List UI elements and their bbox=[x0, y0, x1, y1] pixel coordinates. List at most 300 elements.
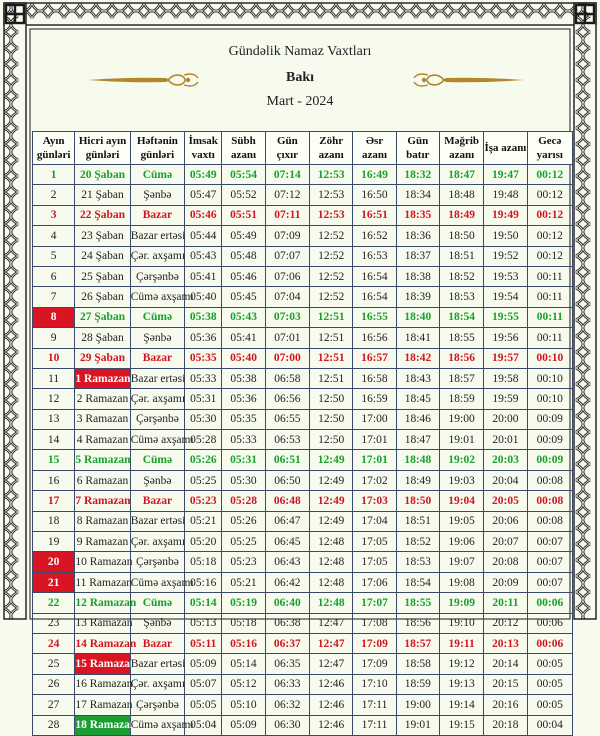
subh-cell: 05:36 bbox=[222, 389, 265, 409]
midnight-cell: 00:04 bbox=[527, 715, 572, 735]
midnight-cell: 00:05 bbox=[527, 695, 572, 715]
sunrise-cell: 07:11 bbox=[265, 205, 309, 225]
weekday-cell: Cümə axşamı bbox=[130, 715, 184, 735]
sunrise-cell: 06:48 bbox=[265, 491, 309, 511]
maghrib-cell: 19:11 bbox=[439, 633, 483, 653]
asr-cell: 17:11 bbox=[353, 695, 396, 715]
zohr-cell: 12:52 bbox=[310, 266, 353, 286]
hijri-cell: 24 Şaban bbox=[75, 246, 130, 266]
maghrib-cell: 19:00 bbox=[439, 409, 483, 429]
left-ornament-icon bbox=[88, 72, 200, 88]
isha-cell: 19:52 bbox=[484, 246, 527, 266]
col-header: Sübh azanı bbox=[222, 132, 265, 165]
zohr-cell: 12:53 bbox=[310, 185, 353, 205]
sunset-cell: 18:52 bbox=[396, 532, 439, 552]
isha-cell: 19:53 bbox=[484, 266, 527, 286]
asr-cell: 16:55 bbox=[353, 307, 396, 327]
day-cell: 4 bbox=[33, 226, 75, 246]
day-cell: 3 bbox=[33, 205, 75, 225]
table-row bbox=[33, 287, 573, 307]
zohr-cell: 12:51 bbox=[310, 368, 353, 388]
asr-cell: 16:50 bbox=[353, 185, 396, 205]
weekday-cell: Cümə axşamı bbox=[130, 430, 184, 450]
sunrise-cell: 06:37 bbox=[265, 633, 309, 653]
table-row bbox=[33, 470, 573, 490]
midnight-cell: 00:12 bbox=[527, 205, 572, 225]
subh-cell: 05:46 bbox=[222, 266, 265, 286]
day-cell: 21 bbox=[33, 572, 75, 592]
sunrise-cell: 06:56 bbox=[265, 389, 309, 409]
zohr-cell: 12:48 bbox=[310, 572, 353, 592]
imsak-cell: 05:46 bbox=[185, 205, 222, 225]
subh-cell: 05:21 bbox=[222, 572, 265, 592]
weekday-cell: Bazar bbox=[130, 633, 184, 653]
asr-cell: 16:54 bbox=[353, 266, 396, 286]
subh-cell: 05:40 bbox=[222, 348, 265, 368]
imsak-cell: 05:36 bbox=[185, 328, 222, 348]
col-header: İşa azanı bbox=[484, 132, 527, 165]
imsak-cell: 05:14 bbox=[185, 593, 222, 613]
sunrise-cell: 06:53 bbox=[265, 430, 309, 450]
isha-cell: 19:55 bbox=[484, 307, 527, 327]
imsak-cell: 05:20 bbox=[185, 532, 222, 552]
hijri-cell: 15 Ramazan bbox=[75, 654, 130, 674]
subh-cell: 05:16 bbox=[222, 633, 265, 653]
sunrise-cell: 06:38 bbox=[265, 613, 309, 633]
subh-cell: 05:49 bbox=[222, 226, 265, 246]
imsak-cell: 05:28 bbox=[185, 430, 222, 450]
subh-cell: 05:33 bbox=[222, 430, 265, 450]
zohr-cell: 12:50 bbox=[310, 409, 353, 429]
midnight-cell: 00:10 bbox=[527, 348, 572, 368]
table-row bbox=[33, 246, 573, 266]
isha-cell: 20:16 bbox=[484, 695, 527, 715]
subh-cell: 05:23 bbox=[222, 552, 265, 572]
imsak-cell: 05:09 bbox=[185, 654, 222, 674]
table-row bbox=[33, 430, 573, 450]
sunset-cell: 18:45 bbox=[396, 389, 439, 409]
midnight-cell: 00:11 bbox=[527, 287, 572, 307]
asr-cell: 16:51 bbox=[353, 205, 396, 225]
sunrise-cell: 06:45 bbox=[265, 532, 309, 552]
sunset-cell: 18:34 bbox=[396, 185, 439, 205]
weekday-cell: Şənbə bbox=[130, 613, 184, 633]
zohr-cell: 12:49 bbox=[310, 511, 353, 531]
sunrise-cell: 07:03 bbox=[265, 307, 309, 327]
subh-cell: 05:18 bbox=[222, 613, 265, 633]
table-row bbox=[33, 409, 573, 429]
right-ornament-icon bbox=[412, 72, 524, 88]
imsak-cell: 05:05 bbox=[185, 695, 222, 715]
isha-cell: 20:08 bbox=[484, 552, 527, 572]
table-row bbox=[33, 348, 573, 368]
zohr-cell: 12:46 bbox=[310, 674, 353, 694]
city-name: Bakı bbox=[285, 70, 314, 85]
isha-cell: 19:57 bbox=[484, 348, 527, 368]
table-row bbox=[33, 185, 573, 205]
table-row bbox=[33, 226, 573, 246]
asr-cell: 17:00 bbox=[353, 409, 396, 429]
maghrib-cell: 18:57 bbox=[439, 368, 483, 388]
asr-cell: 17:02 bbox=[353, 470, 396, 490]
table-row bbox=[33, 205, 573, 225]
subh-cell: 05:25 bbox=[222, 532, 265, 552]
weekday-cell: Cümə axşamı bbox=[130, 287, 184, 307]
sunset-cell: 18:59 bbox=[396, 674, 439, 694]
day-cell: 25 bbox=[33, 654, 75, 674]
zohr-cell: 12:52 bbox=[310, 226, 353, 246]
isha-cell: 19:59 bbox=[484, 389, 527, 409]
asr-cell: 16:53 bbox=[353, 246, 396, 266]
midnight-cell: 00:12 bbox=[527, 226, 572, 246]
maghrib-cell: 19:04 bbox=[439, 491, 483, 511]
day-cell: 14 bbox=[33, 430, 75, 450]
col-header: Zöhr azanı bbox=[310, 132, 353, 165]
table-row bbox=[33, 165, 573, 185]
table-row bbox=[33, 695, 573, 715]
hijri-cell: 3 Ramazan bbox=[75, 409, 130, 429]
hijri-cell: 29 Şaban bbox=[75, 348, 130, 368]
isha-cell: 20:03 bbox=[484, 450, 527, 470]
sunset-cell: 18:46 bbox=[396, 409, 439, 429]
sunrise-cell: 07:07 bbox=[265, 246, 309, 266]
sunrise-cell: 07:01 bbox=[265, 328, 309, 348]
maghrib-cell: 19:10 bbox=[439, 613, 483, 633]
table-row bbox=[33, 450, 573, 470]
midnight-cell: 00:06 bbox=[527, 593, 572, 613]
maghrib-cell: 18:54 bbox=[439, 307, 483, 327]
day-cell: 24 bbox=[33, 633, 75, 653]
weekday-cell: Bazar ertəsi bbox=[130, 226, 184, 246]
isha-cell: 19:54 bbox=[484, 287, 527, 307]
sunset-cell: 18:39 bbox=[396, 287, 439, 307]
hijri-cell: 4 Ramazan bbox=[75, 430, 130, 450]
sunset-cell: 18:37 bbox=[396, 246, 439, 266]
hijri-cell: 9 Ramazan bbox=[75, 532, 130, 552]
midnight-cell: 00:07 bbox=[527, 552, 572, 572]
sunset-cell: 19:00 bbox=[396, 695, 439, 715]
isha-cell: 19:50 bbox=[484, 226, 527, 246]
maghrib-cell: 18:48 bbox=[439, 185, 483, 205]
sunrise-cell: 06:32 bbox=[265, 695, 309, 715]
sunset-cell: 18:32 bbox=[396, 165, 439, 185]
col-header: Həftənin günləri bbox=[130, 132, 184, 165]
imsak-cell: 05:13 bbox=[185, 613, 222, 633]
table-row bbox=[33, 674, 573, 694]
table-row bbox=[33, 511, 573, 531]
isha-cell: 20:05 bbox=[484, 491, 527, 511]
zohr-cell: 12:51 bbox=[310, 328, 353, 348]
isha-cell: 20:04 bbox=[484, 470, 527, 490]
subh-cell: 05:26 bbox=[222, 511, 265, 531]
day-cell: 23 bbox=[33, 613, 75, 633]
maghrib-cell: 19:06 bbox=[439, 532, 483, 552]
imsak-cell: 05:49 bbox=[185, 165, 222, 185]
sunrise-cell: 07:06 bbox=[265, 266, 309, 286]
table-row bbox=[33, 368, 573, 388]
hijri-cell: 11 Ramazan bbox=[75, 572, 130, 592]
sunrise-cell: 06:42 bbox=[265, 572, 309, 592]
day-cell: 8 bbox=[33, 307, 75, 327]
weekday-cell: Şənbə bbox=[130, 470, 184, 490]
day-cell: 15 bbox=[33, 450, 75, 470]
hijri-cell: 20 Şaban bbox=[75, 165, 130, 185]
imsak-cell: 05:38 bbox=[185, 307, 222, 327]
isha-cell: 20:09 bbox=[484, 572, 527, 592]
midnight-cell: 00:10 bbox=[527, 368, 572, 388]
hijri-cell: 17 Ramazan bbox=[75, 695, 130, 715]
zohr-cell: 12:49 bbox=[310, 450, 353, 470]
day-cell: 16 bbox=[33, 470, 75, 490]
day-cell: 2 bbox=[33, 185, 75, 205]
sunrise-cell: 06:47 bbox=[265, 511, 309, 531]
sunset-cell: 18:53 bbox=[396, 552, 439, 572]
isha-cell: 20:14 bbox=[484, 654, 527, 674]
isha-cell: 19:56 bbox=[484, 328, 527, 348]
maghrib-cell: 18:51 bbox=[439, 246, 483, 266]
zohr-cell: 12:51 bbox=[310, 307, 353, 327]
month-label: Mart - 2024 bbox=[266, 94, 334, 109]
sunset-cell: 18:55 bbox=[396, 593, 439, 613]
day-cell: 18 bbox=[33, 511, 75, 531]
zohr-cell: 12:48 bbox=[310, 593, 353, 613]
sunset-cell: 18:51 bbox=[396, 511, 439, 531]
subh-cell: 05:19 bbox=[222, 593, 265, 613]
sunrise-cell: 06:50 bbox=[265, 470, 309, 490]
sunset-cell: 19:01 bbox=[396, 715, 439, 735]
isha-cell: 20:12 bbox=[484, 613, 527, 633]
zohr-cell: 12:51 bbox=[310, 348, 353, 368]
asr-cell: 17:05 bbox=[353, 532, 396, 552]
midnight-cell: 00:05 bbox=[527, 654, 572, 674]
maghrib-cell: 18:47 bbox=[439, 165, 483, 185]
imsak-cell: 05:40 bbox=[185, 287, 222, 307]
day-cell: 11 bbox=[33, 368, 75, 388]
subh-cell: 05:12 bbox=[222, 674, 265, 694]
weekday-cell: Çərşənbə bbox=[130, 552, 184, 572]
hijri-cell: 1 Ramazan bbox=[75, 368, 130, 388]
midnight-cell: 00:09 bbox=[527, 409, 572, 429]
maghrib-cell: 19:03 bbox=[439, 470, 483, 490]
sunrise-cell: 06:33 bbox=[265, 674, 309, 694]
isha-cell: 19:48 bbox=[484, 185, 527, 205]
table-row bbox=[33, 266, 573, 286]
midnight-cell: 00:08 bbox=[527, 491, 572, 511]
midnight-cell: 00:10 bbox=[527, 389, 572, 409]
table-row bbox=[33, 633, 573, 653]
subh-cell: 05:28 bbox=[222, 491, 265, 511]
maghrib-cell: 18:53 bbox=[439, 287, 483, 307]
sunrise-cell: 07:00 bbox=[265, 348, 309, 368]
imsak-cell: 05:41 bbox=[185, 266, 222, 286]
hijri-cell: 16 Ramazan bbox=[75, 674, 130, 694]
zohr-cell: 12:48 bbox=[310, 532, 353, 552]
sunrise-cell: 06:30 bbox=[265, 715, 309, 735]
zohr-cell: 12:50 bbox=[310, 389, 353, 409]
imsak-cell: 05:04 bbox=[185, 715, 222, 735]
day-cell: 13 bbox=[33, 409, 75, 429]
midnight-cell: 00:06 bbox=[527, 633, 572, 653]
imsak-cell: 05:47 bbox=[185, 185, 222, 205]
midnight-cell: 00:12 bbox=[527, 246, 572, 266]
imsak-cell: 05:30 bbox=[185, 409, 222, 429]
maghrib-cell: 18:52 bbox=[439, 266, 483, 286]
imsak-cell: 05:18 bbox=[185, 552, 222, 572]
col-header: Gün batır bbox=[396, 132, 439, 165]
zohr-cell: 12:49 bbox=[310, 470, 353, 490]
asr-cell: 16:58 bbox=[353, 368, 396, 388]
asr-cell: 17:09 bbox=[353, 654, 396, 674]
day-cell: 7 bbox=[33, 287, 75, 307]
table-header-row bbox=[33, 132, 573, 165]
asr-cell: 16:49 bbox=[353, 165, 396, 185]
asr-cell: 16:52 bbox=[353, 226, 396, 246]
zohr-cell: 12:52 bbox=[310, 246, 353, 266]
zohr-cell: 12:50 bbox=[310, 430, 353, 450]
day-cell: 9 bbox=[33, 328, 75, 348]
midnight-cell: 00:07 bbox=[527, 532, 572, 552]
subh-cell: 05:41 bbox=[222, 328, 265, 348]
col-header: Ayın günləri bbox=[33, 132, 75, 165]
hijri-cell: 26 Şaban bbox=[75, 287, 130, 307]
maghrib-cell: 19:05 bbox=[439, 511, 483, 531]
weekday-cell: Çərşənbə bbox=[130, 266, 184, 286]
subh-cell: 05:45 bbox=[222, 287, 265, 307]
weekday-cell: Bazar bbox=[130, 205, 184, 225]
page-title: Gündəlik Namaz Vaxtları bbox=[228, 44, 372, 59]
asr-cell: 17:10 bbox=[353, 674, 396, 694]
hijri-cell: 13 Ramazan bbox=[75, 613, 130, 633]
zohr-cell: 12:46 bbox=[310, 695, 353, 715]
table-row bbox=[33, 572, 573, 592]
weekday-cell: Çər. axşamı bbox=[130, 674, 184, 694]
sunset-cell: 18:49 bbox=[396, 470, 439, 490]
sunset-cell: 18:56 bbox=[396, 613, 439, 633]
subh-cell: 05:48 bbox=[222, 246, 265, 266]
weekday-cell: Çərşənbə bbox=[130, 695, 184, 715]
isha-cell: 20:11 bbox=[484, 593, 527, 613]
maghrib-cell: 19:08 bbox=[439, 572, 483, 592]
maghrib-cell: 18:55 bbox=[439, 328, 483, 348]
maghrib-cell: 19:09 bbox=[439, 593, 483, 613]
hijri-cell: 18 Ramazan bbox=[75, 715, 130, 735]
zohr-cell: 12:47 bbox=[310, 613, 353, 633]
hijri-cell: 23 Şaban bbox=[75, 226, 130, 246]
sunrise-cell: 06:35 bbox=[265, 654, 309, 674]
table-row bbox=[33, 491, 573, 511]
col-header: Hicri ayın günləri bbox=[75, 132, 130, 165]
sunset-cell: 18:50 bbox=[396, 491, 439, 511]
col-header: Gecə yarısı bbox=[527, 132, 572, 165]
weekday-cell: Cümə bbox=[130, 450, 184, 470]
table-row bbox=[33, 552, 573, 572]
maghrib-cell: 19:07 bbox=[439, 552, 483, 572]
sunrise-cell: 06:51 bbox=[265, 450, 309, 470]
midnight-cell: 00:08 bbox=[527, 511, 572, 531]
day-cell: 1 bbox=[33, 165, 75, 185]
imsak-cell: 05:07 bbox=[185, 674, 222, 694]
table-row bbox=[33, 593, 573, 613]
weekday-cell: Bazar bbox=[130, 348, 184, 368]
sunrise-cell: 06:55 bbox=[265, 409, 309, 429]
weekday-cell: Cümə bbox=[130, 593, 184, 613]
isha-cell: 20:01 bbox=[484, 430, 527, 450]
hijri-cell: 7 Ramazan bbox=[75, 491, 130, 511]
prayer-times-table bbox=[32, 131, 573, 736]
isha-cell: 20:15 bbox=[484, 674, 527, 694]
maghrib-cell: 19:13 bbox=[439, 674, 483, 694]
isha-cell: 19:49 bbox=[484, 205, 527, 225]
maghrib-cell: 19:12 bbox=[439, 654, 483, 674]
weekday-cell: Bazar bbox=[130, 491, 184, 511]
midnight-cell: 00:11 bbox=[527, 328, 572, 348]
asr-cell: 17:11 bbox=[353, 715, 396, 735]
weekday-cell: Bazar ertəsi bbox=[130, 368, 184, 388]
imsak-cell: 05:33 bbox=[185, 368, 222, 388]
col-header: Əsr azanı bbox=[353, 132, 396, 165]
subh-cell: 05:09 bbox=[222, 715, 265, 735]
midnight-cell: 00:09 bbox=[527, 430, 572, 450]
zohr-cell: 12:46 bbox=[310, 715, 353, 735]
sunrise-cell: 07:14 bbox=[265, 165, 309, 185]
hijri-cell: 22 Şaban bbox=[75, 205, 130, 225]
subh-cell: 05:31 bbox=[222, 450, 265, 470]
midnight-cell: 00:08 bbox=[527, 470, 572, 490]
zohr-cell: 12:48 bbox=[310, 552, 353, 572]
day-cell: 19 bbox=[33, 532, 75, 552]
sunset-cell: 18:42 bbox=[396, 348, 439, 368]
sunset-cell: 18:35 bbox=[396, 205, 439, 225]
sunrise-cell: 07:12 bbox=[265, 185, 309, 205]
midnight-cell: 00:05 bbox=[527, 674, 572, 694]
hijri-cell: 5 Ramazan bbox=[75, 450, 130, 470]
sunset-cell: 18:57 bbox=[396, 633, 439, 653]
subh-cell: 05:35 bbox=[222, 409, 265, 429]
hijri-cell: 28 Şaban bbox=[75, 328, 130, 348]
sunset-cell: 18:36 bbox=[396, 226, 439, 246]
asr-cell: 16:57 bbox=[353, 348, 396, 368]
asr-cell: 17:01 bbox=[353, 450, 396, 470]
asr-cell: 16:56 bbox=[353, 328, 396, 348]
asr-cell: 17:04 bbox=[353, 511, 396, 531]
hijri-cell: 25 Şaban bbox=[75, 266, 130, 286]
table-row bbox=[33, 654, 573, 674]
isha-cell: 19:58 bbox=[484, 368, 527, 388]
day-cell: 5 bbox=[33, 246, 75, 266]
sunrise-cell: 06:43 bbox=[265, 552, 309, 572]
isha-cell: 20:00 bbox=[484, 409, 527, 429]
day-cell: 10 bbox=[33, 348, 75, 368]
weekday-cell: Çərşənbə bbox=[130, 409, 184, 429]
day-cell: 12 bbox=[33, 389, 75, 409]
midnight-cell: 00:12 bbox=[527, 165, 572, 185]
maghrib-cell: 19:15 bbox=[439, 715, 483, 735]
isha-cell: 20:06 bbox=[484, 511, 527, 531]
weekday-cell: Cümə bbox=[130, 165, 184, 185]
subh-cell: 05:52 bbox=[222, 185, 265, 205]
sunset-cell: 18:38 bbox=[396, 266, 439, 286]
table-row bbox=[33, 715, 573, 735]
subh-cell: 05:30 bbox=[222, 470, 265, 490]
imsak-cell: 05:16 bbox=[185, 572, 222, 592]
sunrise-cell: 06:58 bbox=[265, 368, 309, 388]
sunrise-cell: 06:40 bbox=[265, 593, 309, 613]
isha-cell: 20:07 bbox=[484, 532, 527, 552]
weekday-cell: Çər. axşamı bbox=[130, 389, 184, 409]
weekday-cell: Bazar ertəsi bbox=[130, 511, 184, 531]
hijri-cell: 2 Ramazan bbox=[75, 389, 130, 409]
table-row bbox=[33, 532, 573, 552]
